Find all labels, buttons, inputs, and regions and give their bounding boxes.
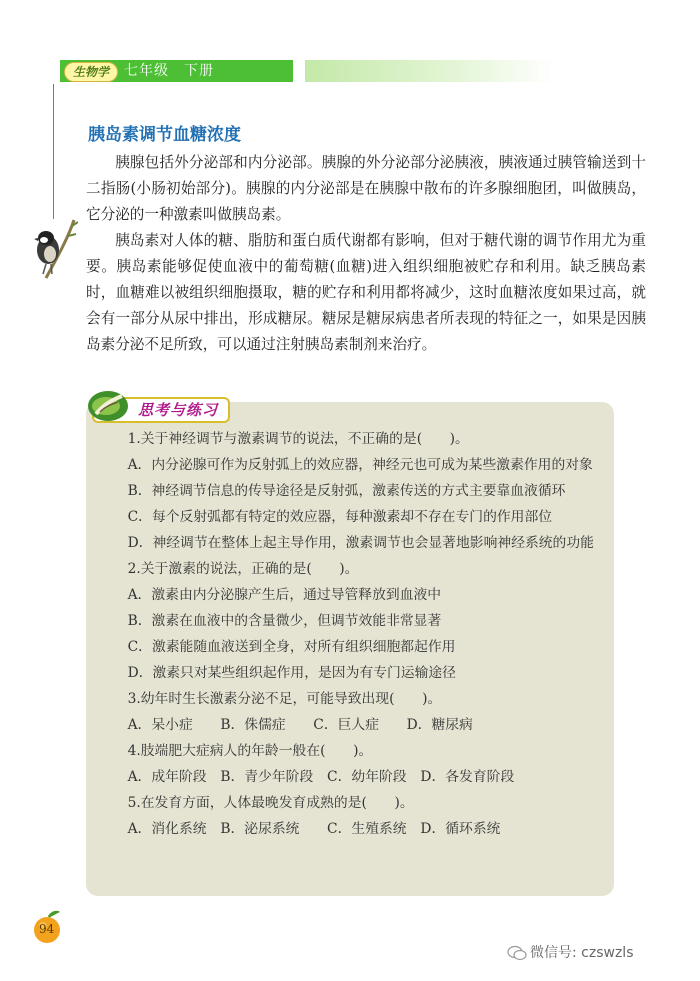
question-5: 5.在发育方面，人体最晚发育成熟的是( )。	[127, 795, 414, 811]
option-1d: D．神经调节在整体上起主导作用，激素调节也会显著地影响神经系统的功能	[127, 535, 594, 551]
margin-line	[53, 84, 54, 219]
option-1b: B．神经调节信息的传导途径是反射弧，激素传送的方式主要靠血液循环	[127, 483, 566, 499]
grade-label: 七年级 下册	[124, 63, 214, 79]
option-2b: B．激素在血液中的含量微少，但调节效能非常显著	[127, 613, 442, 629]
page-number: 94	[39, 922, 55, 936]
option-2a: A．激素由内分泌腺产生后，通过导管释放到血液中	[127, 587, 442, 603]
question-3: 3.幼年时生长激素分泌不足，可能导致出现( )。	[127, 691, 442, 707]
question-4: 4.肢端肥大症病人的年龄一般在( )。	[127, 743, 373, 759]
options-3: A．呆小症 B．侏儒症 C．巨人症 D．糖尿病	[127, 717, 473, 733]
exercise-content	[100, 426, 605, 842]
question-2: 2.关于激素的说法，正确的是( )。	[127, 561, 359, 577]
body-text	[86, 150, 646, 358]
leaf-insect-icon	[86, 384, 132, 424]
section-title: 胰岛素调节血糖浓度	[88, 125, 241, 145]
paragraph: 胰腺包括外分泌部和内分泌部。胰腺的外分泌部分泌胰液，胰液通过胰管输送到十二指肠(小肠初始部分)。胰腺的内分泌部是在胰腺中散布的许多腺细胞团，叫做胰岛，它分泌的一种激素叫做胰岛素。	[86, 154, 646, 223]
option-2d: D．激素只对某些组织起作用，是因为有专门运输途径	[127, 665, 456, 681]
watermark: 微信号: czswzls	[530, 945, 634, 961]
exercise-label: 思考与练习	[92, 397, 230, 423]
header-gradient-bar	[305, 60, 555, 82]
option-1a: A．内分泌腺可作为反射弧上的效应器，神经元也可成为某些激素作用的对象	[127, 457, 593, 473]
option-2c: C．激素能随血液送到全身，对所有组织细胞都起作用	[127, 639, 456, 655]
paragraph: 胰岛素对人体的糖、脂肪和蛋白质代谢都有影响，但对于糖代谢的调节作用尤为重要。胰岛素能够促使血液中的葡萄糖(血糖)进入组织细胞被贮存和利用。缺乏胰岛素时，血糖难以被组织细胞摄取，糖的贮存和利用都将减少，这时血糖浓度如果过高，就会有一部分从尿中排出，形成糖尿。糖尿是糖尿病患者所表现的特征之一，如果是因胰岛素分泌不足所致，可以通过注射胰岛素制剂来治疗。	[86, 232, 646, 353]
options-5: A．消化系统 B．泌尿系统 C．生殖系统 D．循环系统	[127, 821, 501, 837]
options-4: A．成年阶段 B．青少年阶段 C．幼年阶段 D．各发育阶段	[127, 769, 515, 785]
bird-icon	[28, 218, 78, 288]
wechat-icon	[507, 945, 527, 961]
option-1c: C．每个反射弧都有特定的效应器，每种激素却不存在专门的作用部位	[127, 509, 553, 525]
question-1: 1.关于神经调节与激素调节的说法，不正确的是( )。	[127, 431, 469, 447]
subject-label: 生物学	[64, 62, 118, 82]
